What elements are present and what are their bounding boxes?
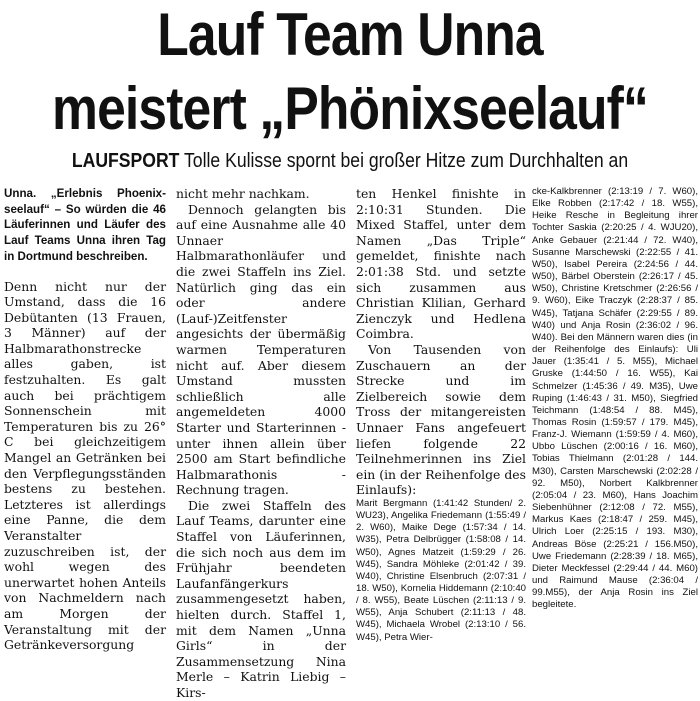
article-column-2 <box>176 186 346 700</box>
article-paragraph: nicht mehr nachkam. <box>176 186 310 201</box>
article-lead: Unna. „Erlebnis Phoenix-seelauf“ – So würden die 46 Läuferinnen und Läufer des Lauf Teams Unna ihren Tag in Dortmund beschreiben. <box>4 187 166 263</box>
article-paragraph: ten Henkel finishte in 2:10:31 Stunden. Die Mixed Staffel, unter dem Namen „Das Triple“ gemeldet, finishte nach 2:01:38 Std. und setzte sich zusammen aus Christian Klilian, Gerhard Zienczyk und Hedlena Coimbra. <box>356 186 526 342</box>
article-paragraph: Von Tausenden von Zuschauern an der Strecke und im Zielbereich sowie dem Tross der mitangereisten Unnaer Fans angefeuert liefen folgende 22 Teilnehmerinnen ins Ziel ein (in der Reihenfolge des Einlaufs): <box>356 341 526 498</box>
headline-line-1: Lauf Team Unna <box>157 1 543 68</box>
results-list-women: Marit Bergmann (1:41:42 Stunden/ 2. WU23), Angelika Friedemann (1:55:49 / 2. W60), Maike Dege (1:57:34 / 14. W35), Petra Delbrügger (1:58:08 / 14. W50), Agnes Matzeit (1:59:29 / 26. W45), Sandra Möhleke (2:01:42 / 39. W40), Christine Elsenbruch (2:07:31 / 18. W50), Kornelia Hiddemann (2:10:40 / 8. W55), Beate Lüschen (2:11:13 / 9. W55), Anja Schubert (2:11:13 / 48. W45), Michaela Wrobel (2:13:10 / 56. W45), Petra Wier- <box>356 497 526 643</box>
subheadline-text: Tolle Kulisse spornt bei großer Hitze zum Durchhalten an <box>183 150 629 172</box>
article-column-4 <box>532 186 698 611</box>
article-paragraph: Denn nicht nur der Umstand, dass die 16 Debütanten (13 Frauen, 3 Männer) auf der Halbmarathonstrecke alles gaben, ist festzuhalten. Es galt auch bei prächtigem Sonnenschein mit Temperaturen bis zu 26° C bei gleichzeitigem Mangel an Getränken bei den Verpflegungsständen bestens zu bestehen. Letzteres ist allerdings eine Panne, die dem Veranstalter zuzuschreiben ist, der wohl wegen des unerwartet hohen Anteils von Nachmeldern nach am Morgen der Veranstaltung mit der Getränkeversorgung <box>4 278 166 653</box>
headline-line-2: meistert „Phönixseelauf“ <box>52 75 648 142</box>
article-paragraph: Dennoch gelangten bis auf eine Ausnahme alle 40 Unnaer Halbmarathonläufer und die zwei Staffeln ins Ziel. Natürlich ging das ein oder andere (Lauf-)Zeitfenster angesichts der übermäßig warmen Temperaturen nicht auf. Aber diesem Umstand mussten schließlich alle angemeldeten 4000 Starter und Starterinnen - unter ihnen allein über 2500 am Start befindliche Halbmarathonis - Rechnung tragen. <box>176 201 346 498</box>
subheadline <box>42 148 658 174</box>
article-paragraph: Die zwei Staffeln des Lauf Teams, darunter eine Staffel von Läuferinnen, die sich noch aus dem im Frühjahr beendeten Laufanfängerkurs zusammengesetzt haben, hielten durch. Staffel 1, mit dem Namen „Unna Girls“ in der Zusammensetzung Nina Merle – Katrin Liebig – Kirs- <box>176 497 346 700</box>
article-column-1 <box>4 186 166 653</box>
subheadline-kicker: LAUFSPORT <box>71 150 180 172</box>
article-column-3 <box>356 186 526 643</box>
results-list-continued: cke-Kalkbrenner (2:13:19 / 7. W60), Elke Robben (2:17:42 / 18. W55), Heike Resche in Begleitung ihrer Tochter Saskia (2:20:25 / 4. WJU20), Anke Gebauer (2:21:44 / 72. W40), Susanne Marschewski (2:22:55 / 41. W50), Isabel Pereira (2:24:56 / 44. W50), Bärbel Oberstein (2:26:17 / 45. W50), Christine Kretschmer (2:26:56 / 9. W60), Eike Traczyk (2:28:37 / 85. W45), Tatjana Schäfer (2:29:55 / 89. W40) und Anja Rosin (2:36:02 / 96. W40). Bei den Männern waren dies (in der Reihenfolge des Einlaufs): Uli Jauer (1:35:41 / 5. M55), Michael Gruske (1:44:50 / 16. W55), Kai Schmelzer (1:45:36 / 49. M35), Uwe Ruping (1:46:43 / 31. M50), Siegfried Teichmann (1:48:54 / 88. M45), Thomas Rosin (1:59:57 / 179. M45), Franz-J. Wiemann (1:59:59 / 4. M60), Ubbo Lüschen (2:00:16 / 16. M60), Tobias Thielmann (2:01:28 / 144. M30), Carsten Marschewski (2:02:28 / 92. M50), Norbert Kalkbrenner (2:05:04 / 23. M60), Hans Joachim Siebenhühner (2:12:08 / 72. M55), Markus Kaes (2:18:47 / 259. M45), Ulrich Loer (2:25:15 / 193. M30), Andreas Böse (2:25:21 / 156.M50), Uwe Friedemann (2:28:39 / 18. M65), Dieter Meckfessel (2:29:44 / 44. M60) und Raimund Mause (2:36:04 / 99.M55), der Anja Rosin ins Ziel begleitete. <box>532 186 698 611</box>
